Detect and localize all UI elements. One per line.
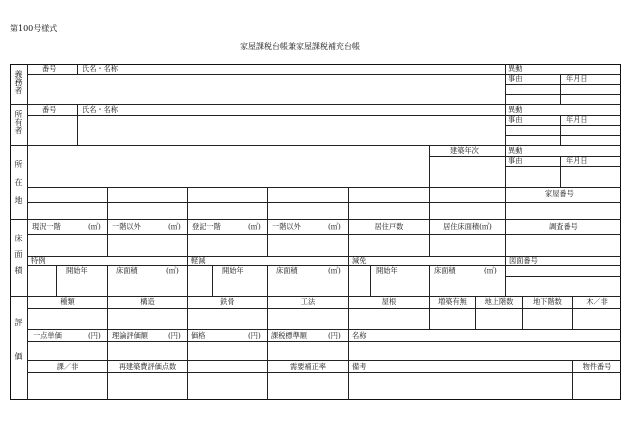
ka-hi-label: 課／非 [56,362,79,371]
tokurei-start-year: 開始年 [66,266,88,275]
unit-m2: (㎡) [328,266,341,275]
keigen-floor-area: 床面積 [276,266,298,275]
shozaichi-ido-label: 異動 [508,146,523,155]
yen-unit: (円) [248,331,261,340]
build-year-label: 建築年次 [450,146,479,155]
unit-m2: (㎡) [166,266,179,275]
meisho-label: 名称 [352,331,367,340]
yen-unit: (円) [88,331,101,340]
shoyusha-number-label: 番号 [42,105,57,114]
gimusha-ido-label: 異動 [508,64,523,73]
section-label-shozaichi: 所在地 [14,160,23,214]
section-divider [10,219,621,220]
page-title: 家屋課税台帳兼家屋課税補充台帳 [240,42,360,51]
unit-price-label: 一点単価 [33,331,62,340]
form-number: 第100号様式 [10,24,58,33]
eval-header-steel: 鉄骨 [220,297,235,306]
shoyusha-jiyu-label: 事由 [508,115,523,124]
floor-header-living-area: 居住床面積(㎡) [443,222,492,231]
unit-m2: (㎡) [484,266,497,275]
genmen-label: 減免 [352,256,367,265]
gimusha-number-label: 番号 [42,64,57,73]
house-number-label: 家屋番号 [545,189,574,198]
shozaichi-jiyu-label: 事由 [508,156,523,165]
floor-header-toki-1f: 登記一階 [192,222,221,231]
unit-m2: (㎡) [88,222,101,231]
eval-header-structure: 構造 [140,297,155,306]
shoyusha-name-label: 氏名・名称 [82,105,118,114]
genmen-start-year: 開始年 [376,266,398,275]
eval-header-below-floors: 地下階数 [533,297,562,306]
property-number-label: 物件番号 [582,362,612,371]
eval-header-above-floors: 地上階数 [484,297,514,306]
eval-header-roof: 屋根 [381,297,397,306]
gimusha-jiyu-label: 事由 [508,74,523,83]
unit-m2: (㎡) [328,222,341,231]
demand-rate-label: 需要補正率 [290,362,326,371]
tax-base-label: 課税標準額 [271,331,307,340]
floor-header-toki-other: 一階以外 [272,222,301,231]
genmen-floor-area: 床面積 [434,266,456,275]
unit-m2: (㎡) [168,222,181,231]
shoyusha-ido-label: 異動 [508,105,523,114]
section-divider [10,296,621,297]
eval-header-method: 工法 [300,297,316,306]
kakaku-label: 価格 [191,331,206,340]
floor-header-genkyo-other: 一階以外 [112,222,141,231]
gimusha-name-label: 氏名・名称 [82,64,118,73]
shozaichi-date-label: 年月日 [566,156,588,165]
yen-unit: (円) [328,331,341,340]
eval-header-extension: 増築有無 [438,297,467,306]
section-label-hyoka: 評価 [14,318,23,386]
tokurei-floor-area: 床面積 [116,266,138,275]
floor-header-genkyo-1f: 現況一階 [32,222,61,231]
unit-m2: (㎡) [248,222,261,231]
section-label-gimusha: 義務者 [14,70,23,94]
eval-header-wood: 木／非 [586,297,608,306]
tokurei-label: 特例 [31,256,46,265]
shoyusha-date-label: 年月日 [566,115,588,124]
theory-value-label: 理論評価額 [112,331,148,340]
keigen-start-year: 開始年 [222,266,244,275]
zumen-label: 図面番号 [509,256,538,265]
rebuild-points-label: 再建築費評価点数 [118,362,177,371]
section-divider [10,145,621,146]
floor-header-households: 居住戸数 [374,222,404,231]
section-label-yukamenseki: 床面積 [14,234,23,282]
yen-unit: (円) [168,331,181,340]
eval-header-type: 種類 [60,297,75,306]
remarks-label: 備考 [352,362,367,371]
gimusha-date-label: 年月日 [566,74,588,83]
keigen-label: 軽減 [191,256,206,265]
section-label-shoyusha: 所有者 [14,110,23,134]
floor-header-survey-number: 調査番号 [549,222,578,231]
